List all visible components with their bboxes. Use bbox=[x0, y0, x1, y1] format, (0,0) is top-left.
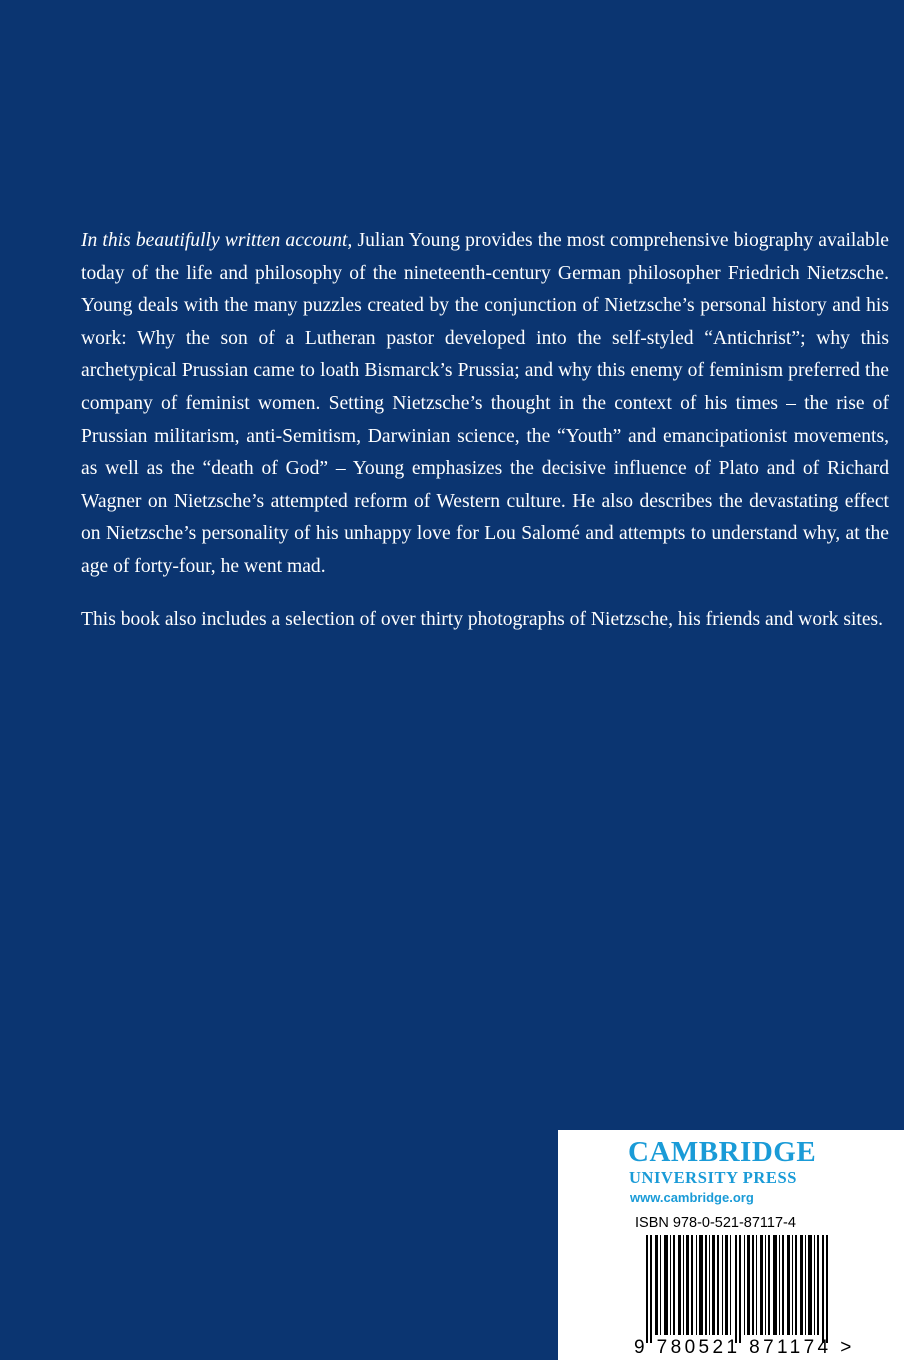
barcode-digits: 9 780521 871174 > bbox=[634, 1337, 855, 1358]
isbn-label: ISBN 978-0-521-87117-4 bbox=[635, 1215, 796, 1231]
publisher-url: www.cambridge.org bbox=[630, 1190, 754, 1205]
blurb-paragraph-1-text: Julian Young provides the most comprehensive biography available today of the life and philosophy of the nineteenth-century German philosopher Friedrich Nietzsche. Young deals with the many puzzles created by the conjunction of Nietzsche’s personal history and his work: Why the son of a Lutheran pastor developed into the self-styled “Antichrist”; why this archetypical Prussian came to loath Bismarck’s Prussia; and why this enemy of feminism preferred the company of feminist women. Setting Nietzsche’s thought in the context of his times – the rise of Prussian militarism, anti-Semitism, Darwinian science, the “Youth” and emancipationist movements, as well as the “death of God” – Young emphasizes the decisive influence of Plato and of Richard Wagner on Nietzsche’s attempted reform of Western culture. He also describes the devastating effect on Nietzsche’s personality of his unhappy love for Lou Salomé and attempts to understand why, at the age of forty-four, he went mad. bbox=[81, 230, 889, 577]
barcode-icon bbox=[646, 1235, 832, 1343]
blurb-paragraph-1 bbox=[81, 225, 889, 584]
publisher-box bbox=[558, 1130, 904, 1360]
blurb-paragraph-2: This book also includes a selection of over thirty photographs of Nietzsche, his friends and work sites. bbox=[81, 608, 884, 630]
blurb-text bbox=[81, 225, 889, 636]
publisher-name: CAMBRIDGE bbox=[628, 1136, 817, 1168]
blurb-intro-italic: In this beautifully written account, bbox=[81, 230, 353, 251]
publisher-subtitle: UNIVERSITY PRESS bbox=[629, 1168, 798, 1187]
